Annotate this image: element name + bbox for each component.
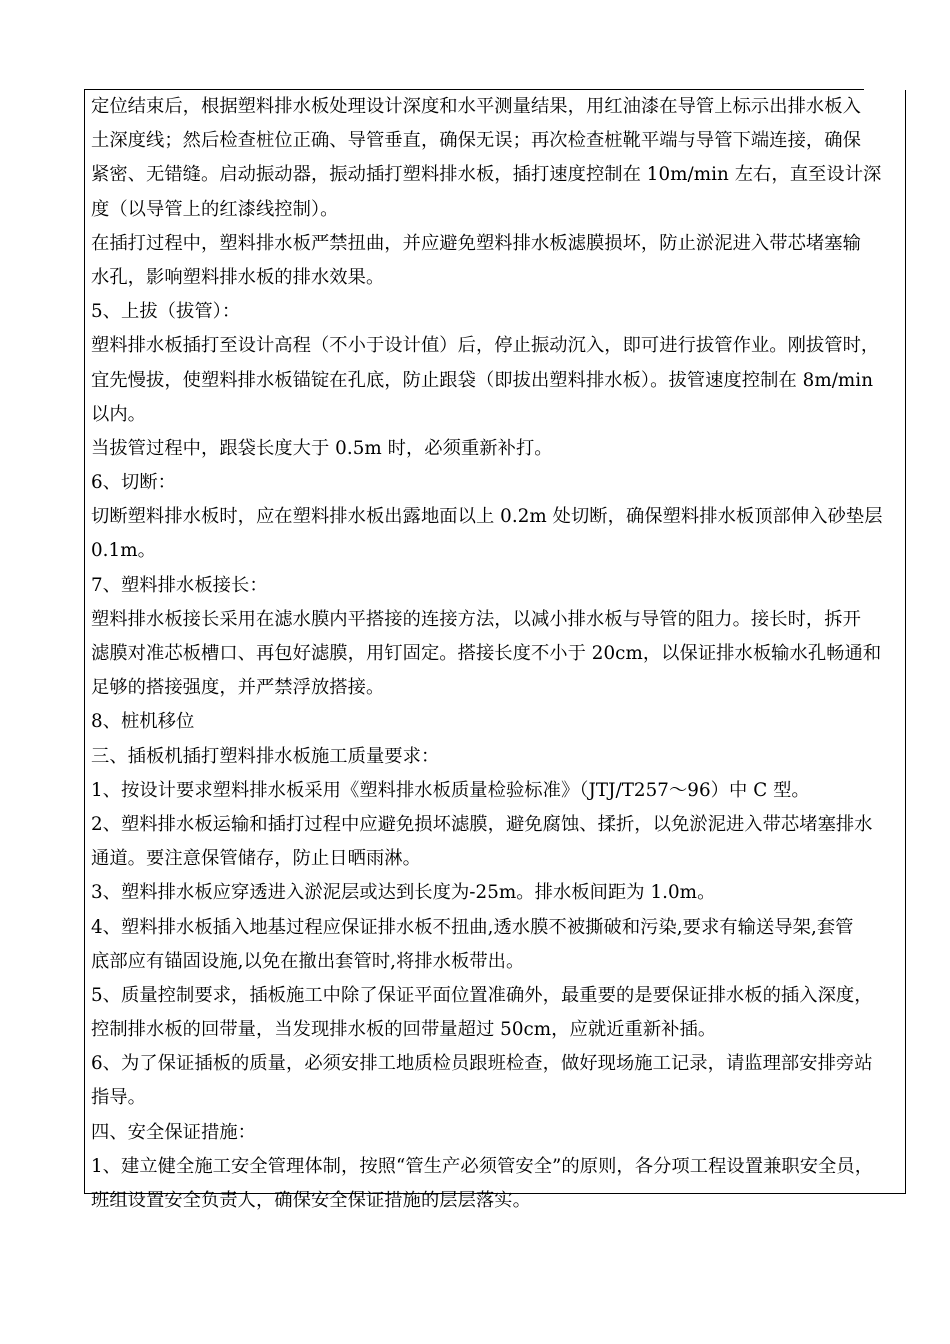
text-line: 水孔，影响塑料排水板的排水效果。	[91, 266, 385, 288]
text-line: 控制排水板的回带量，当发现排水板的回带量超过 50cm，应就近重新补插。	[91, 1019, 717, 1041]
text-line: 以内。	[91, 403, 146, 425]
text-line: 1、按设计要求塑料排水板采用《塑料排水板质量检验标准》（JTJ/T257～96）中 C 型。	[91, 779, 810, 801]
text-line: 在插打过程中，塑料排水板严禁扭曲，并应避免塑料排水板滤膜损坏，防止淤泥进入带芯堵塞输	[91, 232, 861, 254]
text-line: 塑料排水板接长采用在滤水膜内平搭接的连接方法，以减小排水板与导管的阻力。接长时，拆开	[91, 608, 861, 630]
text-line: 通道。要注意保管储存，防止日晒雨淋。	[91, 848, 421, 870]
section-heading: 7、塑料排水板接长：	[91, 574, 268, 596]
text-line: 土深度线；然后检查桩位正确、导管垂直，确保无误；再次检查桩靴平端与导管下端连接，确保	[91, 130, 861, 152]
section-heading: 三、插板机插打塑料排水板施工质量要求：	[91, 745, 440, 767]
text-line: 4、塑料排水板插入地基过程应保证排水板不扭曲,透水膜不被撕破和污染,要求有输送导架,套管	[91, 916, 854, 938]
text-line: 定位结束后，根据塑料排水板处理设计深度和水平测量结果，用红油漆在导管上标示出排水板入	[91, 96, 861, 117]
text-line: 度（以导管上的红漆线控制）。	[91, 198, 339, 220]
text-line: 足够的搭接强度，并严禁浮放搭接。	[91, 677, 385, 699]
text-line: 6、为了保证插板的质量，必须安排工地质检员跟班检查，做好现场施工记录，请监理部安排旁站	[91, 1053, 873, 1075]
text-line: 底部应有锚固设施,以免在撤出套管时,将排水板带出。	[91, 950, 525, 972]
text-line: 紧密、无错缝。启动振动器，振动插打塑料排水板，插打速度控制在 10m/min 左右，直至设计深	[91, 164, 882, 186]
document-table-cell	[84, 90, 906, 1211]
text-line: 班组设置安全负责人，确保安全保证措施的层层落实。	[91, 1190, 531, 1211]
section-heading: 6、切断：	[91, 472, 177, 494]
text-line: 5、质量控制要求，插板施工中除了保证平面位置准确外，最重要的是要保证排水板的插入深度，	[91, 984, 873, 1006]
text-line: 0.1m。	[91, 540, 156, 562]
text-line: 3、塑料排水板应穿透进入淤泥层或达到长度为-25m。排水板间距为 1.0m。	[91, 882, 716, 904]
text-line: 宜先慢拔，使塑料排水板锚锭在孔底，防止跟袋（即拔出塑料排水板）。拔管速度控制在 8m/min	[91, 369, 874, 391]
text-line: 当拔管过程中，跟袋长度大于 0.5m 时，必须重新补打。	[91, 437, 553, 459]
section-heading: 8、桩机移位	[91, 711, 195, 733]
section-heading: 5、上拔（拔管）：	[91, 301, 241, 323]
text-line: 2、塑料排水板运输和插打过程中应避免损坏滤膜，避免腐蚀、揉折，以免淤泥进入带芯堵塞排水	[91, 813, 873, 835]
document-body	[91, 90, 905, 1218]
text-line: 指导。	[91, 1087, 146, 1109]
text-line: 滤膜对准芯板槽口、再包好滤膜，用钉固定。搭接长度不小于 20cm，以保证排水板输水孔畅通和	[91, 643, 882, 664]
section-heading: 四、安全保证措施：	[91, 1121, 256, 1143]
text-line: 1、建立健全施工安全管理体制，按照“管生产必须管安全”的原则，各分项工程设置兼职安全员，	[91, 1155, 874, 1177]
text-line: 切断塑料排水板时，应在塑料排水板出露地面以上 0.2m 处切断，确保塑料排水板顶部伸入砂垫层	[91, 506, 883, 528]
text-line: 塑料排水板插打至设计高程（不小于设计值）后，停止振动沉入，即可进行拔管作业。刚拔管时，	[91, 335, 880, 357]
